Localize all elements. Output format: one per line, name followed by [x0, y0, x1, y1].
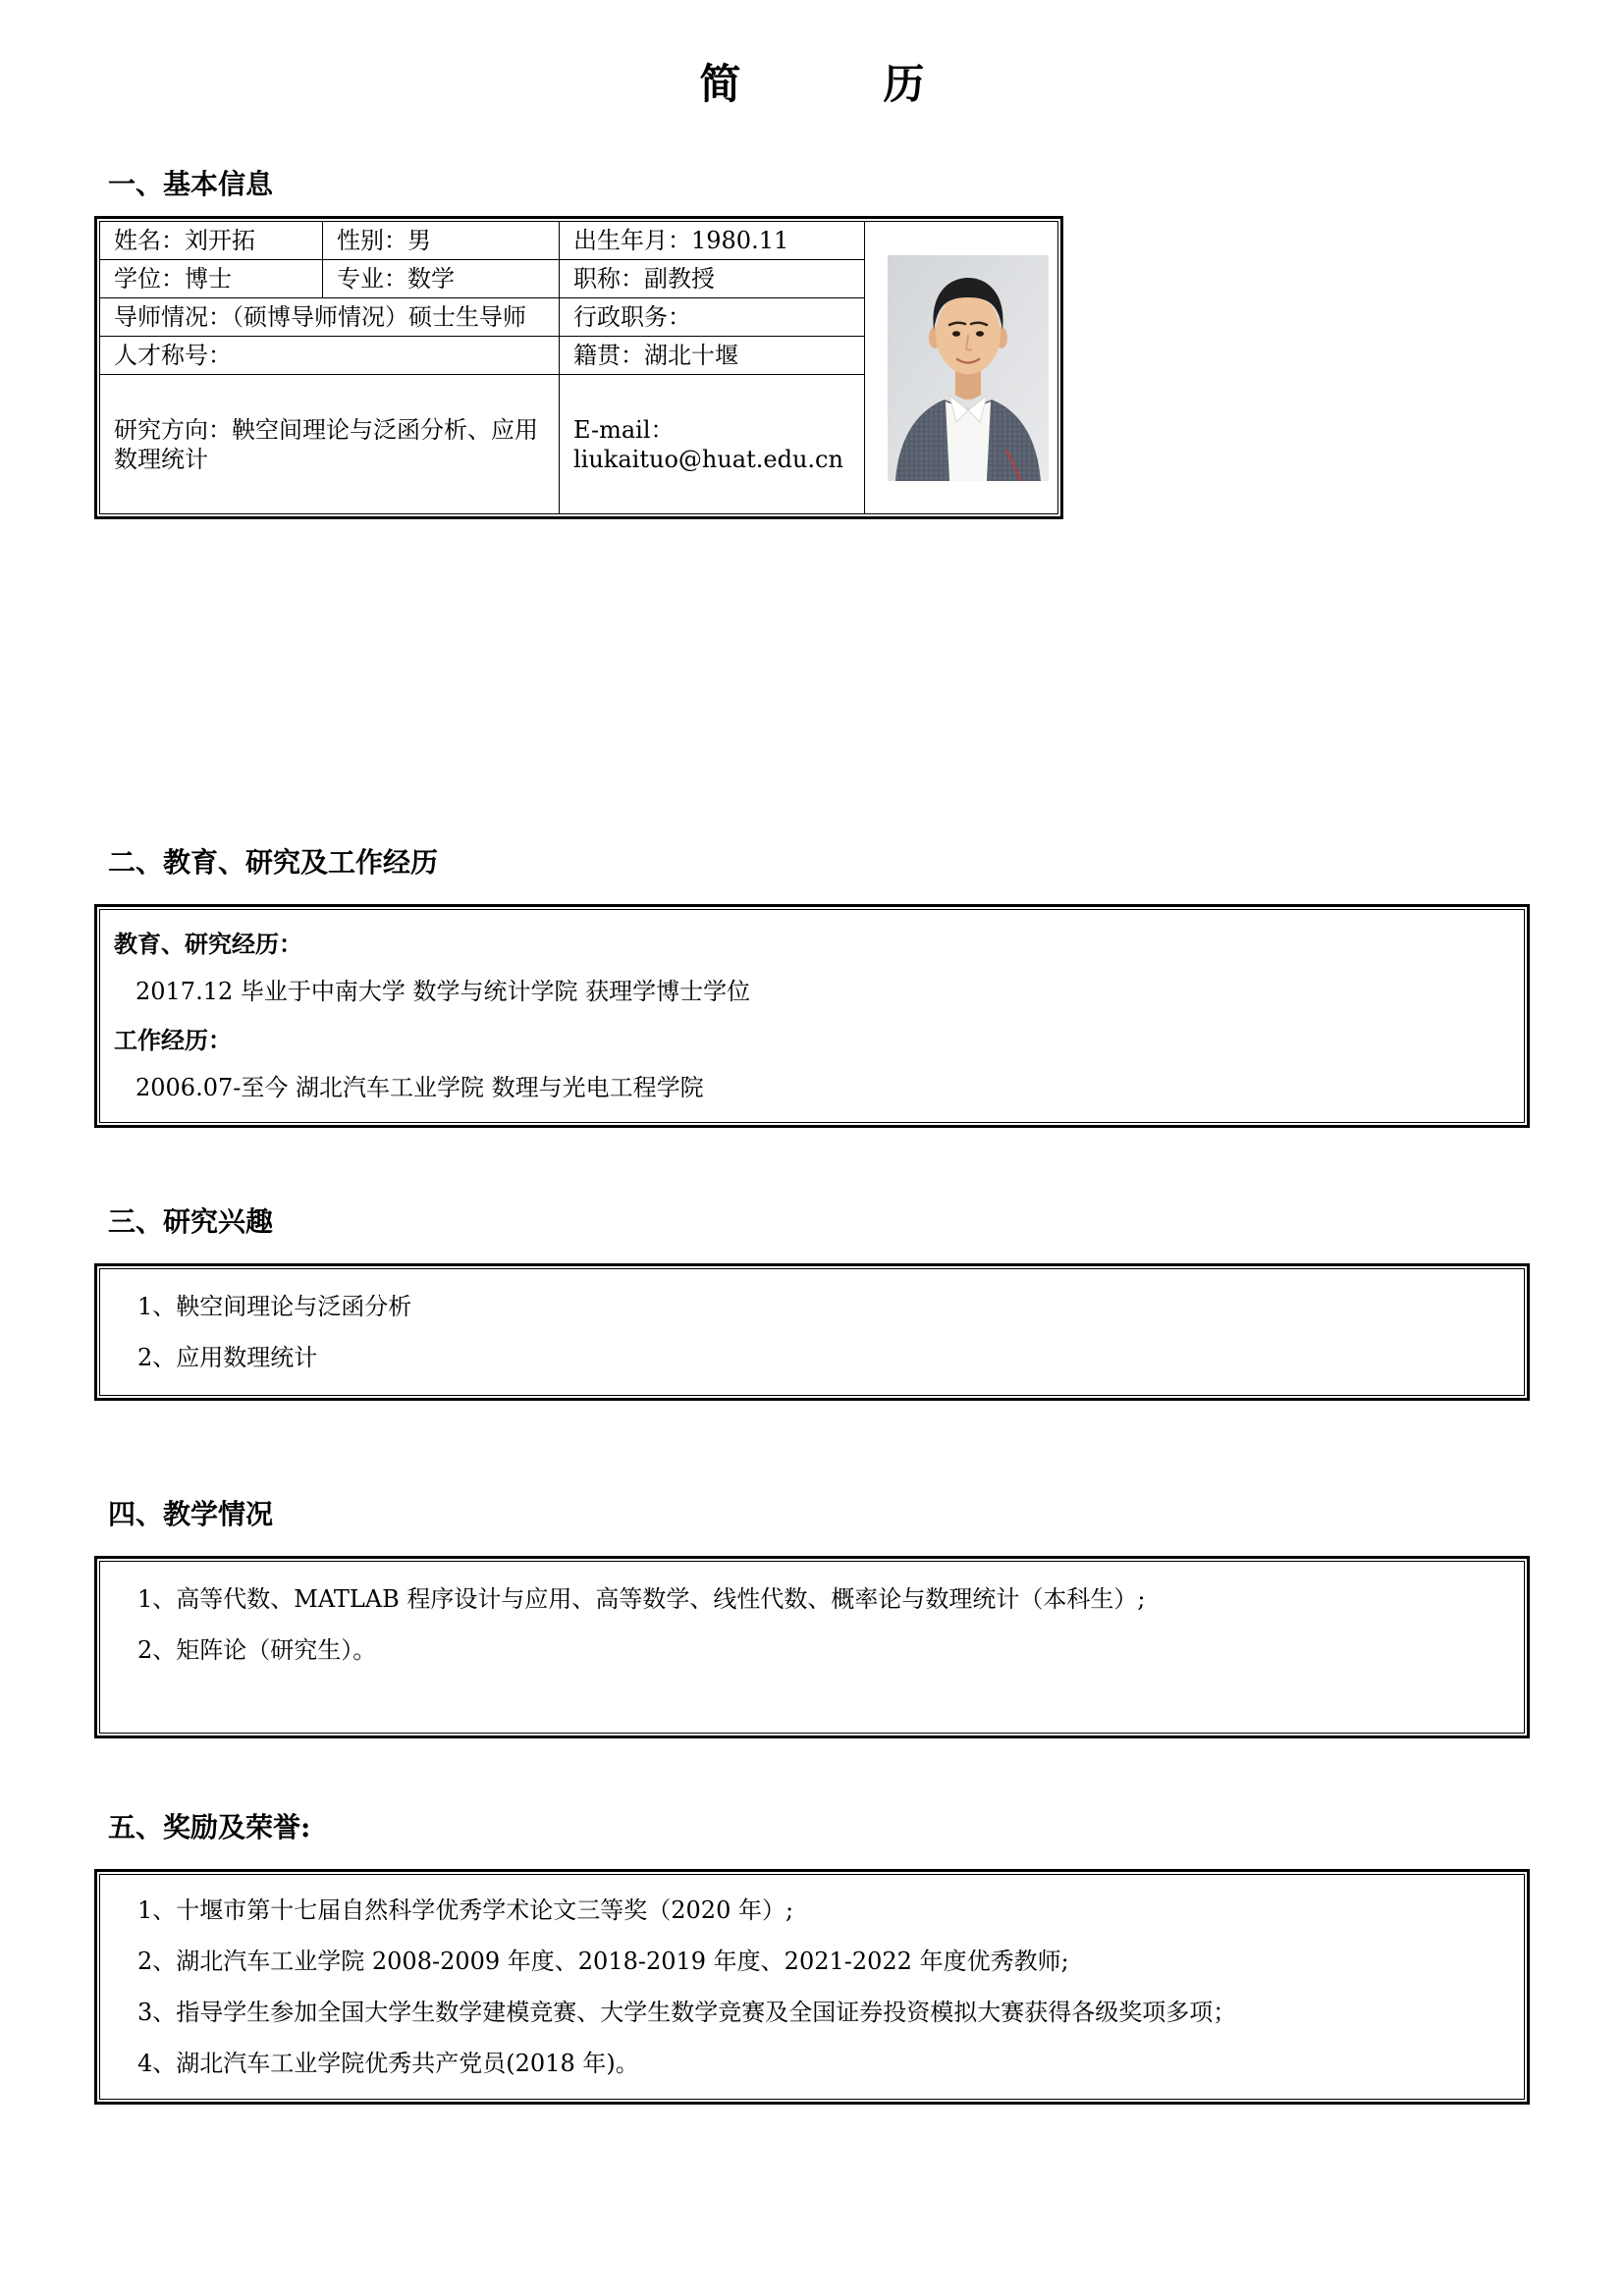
cell-admin-post: 行政职务： [560, 298, 865, 337]
basic-info-table-frame [94, 216, 1063, 519]
experience-box [94, 904, 1530, 1128]
interest-item: 1、鞅空间理论与泛函分析 [137, 1293, 412, 1320]
section-heading-basic-info: 一、基本信息 [108, 168, 274, 200]
teaching-item: 1、高等代数、MATLAB 程序设计与应用、高等数学、线性代数、概率论与数理统计（本科生）; [137, 1585, 1146, 1613]
cell-birth-date: 出生年月：1980.11 [560, 222, 865, 260]
table-row [100, 222, 1058, 260]
awards-box [94, 1869, 1530, 2105]
work-entry: 2006.07-至今 湖北汽车工业学院 数理与光电工程学院 [135, 1074, 704, 1101]
teaching-box-inner [99, 1561, 1525, 1734]
section-heading-teaching: 四、教学情况 [108, 1498, 274, 1530]
cell-gender: 性别：男 [323, 222, 560, 260]
interests-box [94, 1263, 1530, 1401]
cell-research-direction: 研究方向：鞅空间理论与泛函分析、应用数理统计 [100, 375, 560, 514]
basic-info-table [99, 221, 1058, 514]
cell-major: 专业：数学 [323, 260, 560, 298]
cell-mentor-status: 导师情况：（硕博导师情况）硕士生导师 [100, 298, 560, 337]
award-item: 1、十堰市第十七届自然科学优秀学术论文三等奖（2020 年）; [137, 1896, 794, 1924]
document-title: 简历 [699, 60, 1067, 108]
work-label: 工作经历： [114, 1026, 232, 1054]
cell-degree: 学位：博士 [100, 260, 323, 298]
cell-name: 姓名：刘开拓 [100, 222, 323, 260]
education-entry: 2017.12 毕业于中南大学 数学与统计学院 获理学博士学位 [135, 978, 751, 1005]
interests-box-inner [99, 1268, 1525, 1396]
cell-email: E-mail：liukaituo@huat.edu.cn [560, 375, 865, 514]
education-research-label: 教育、研究经历： [114, 930, 302, 958]
section-heading-interests: 三、研究兴趣 [108, 1205, 274, 1238]
cell-talent-title: 人才称号： [100, 337, 560, 375]
portrait-photo-image [888, 255, 1049, 481]
experience-box-inner [99, 909, 1525, 1123]
awards-box-inner [99, 1874, 1525, 2100]
award-item: 2、湖北汽车工业学院 2008-2009 年度、2018-2019 年度、2021-2022 年度优秀教师; [137, 1948, 1069, 1975]
interest-item: 2、应用数理统计 [137, 1344, 318, 1371]
award-item: 3、指导学生参加全国大学生数学建模竞赛、大学生数学竞赛及全国证券投资模拟大赛获得各级奖项多项； [137, 1999, 1237, 2026]
section-heading-experience: 二、教育、研究及工作经历 [108, 846, 439, 879]
cell-job-title: 职称：副教授 [560, 260, 865, 298]
profile-photo [879, 255, 1057, 481]
section-heading-awards: 五、奖励及荣誉: [108, 1811, 311, 1843]
teaching-item: 2、矩阵论（研究生）。 [137, 1636, 377, 1664]
cell-native-place: 籍贯：湖北十堰 [560, 337, 865, 375]
teaching-box [94, 1556, 1530, 1738]
profile-photo-cell [865, 222, 1058, 514]
award-item: 4、湖北汽车工业学院优秀共产党员(2018 年)。 [137, 2050, 639, 2077]
